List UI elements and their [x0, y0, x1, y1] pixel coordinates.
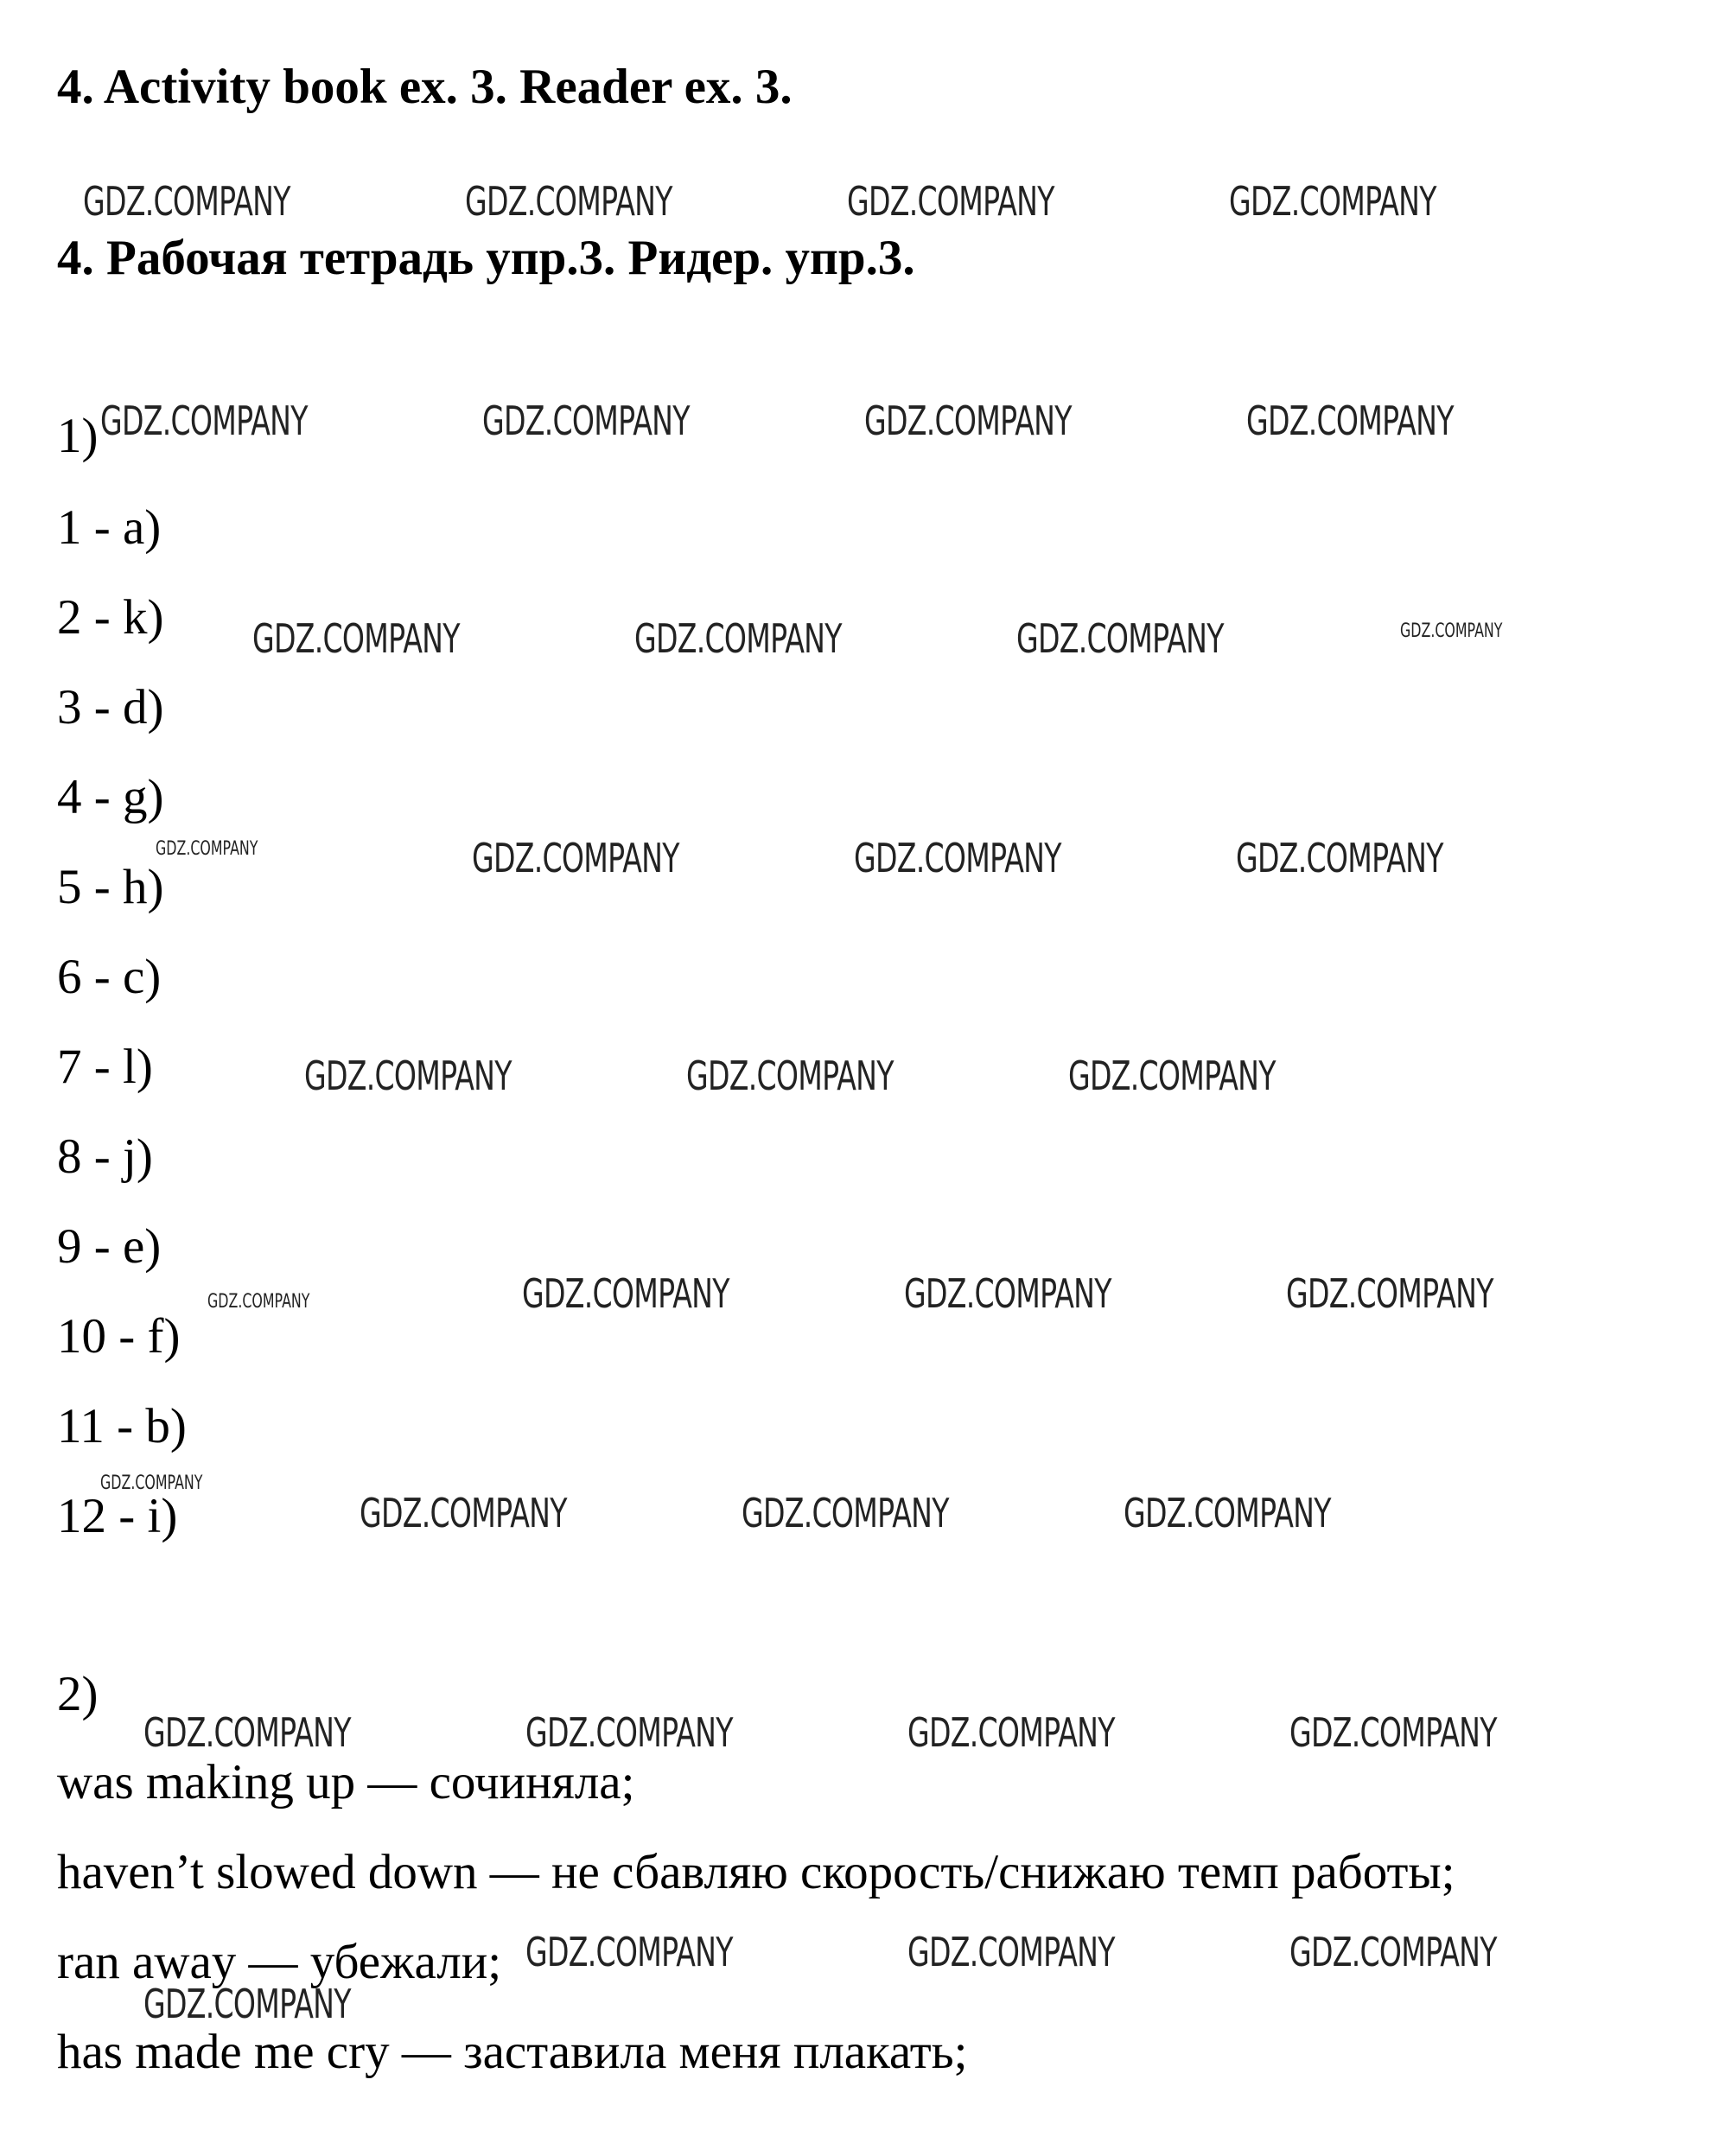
- watermark: GDZ.COMPANY: [742, 1490, 949, 1536]
- watermark: GDZ.COMPANY: [907, 1709, 1115, 1756]
- watermark: GDZ.COMPANY: [1286, 1270, 1493, 1317]
- translation-line: ran away — убежали;: [57, 1935, 502, 1989]
- watermark: GDZ.COMPANY: [1016, 615, 1224, 662]
- watermark: GDZ.COMPANY: [83, 178, 290, 225]
- watermark: GDZ.COMPANY: [907, 1929, 1115, 1975]
- watermark: GDZ.COMPANY: [143, 1981, 351, 2027]
- watermark: GDZ.COMPANY: [1236, 835, 1443, 881]
- watermark: GDZ.COMPANY: [864, 397, 1072, 444]
- watermark: GDZ.COMPANY: [686, 1053, 894, 1099]
- watermark: GDZ.COMPANY: [1289, 1709, 1497, 1756]
- answer-item: 11 - b): [57, 1399, 187, 1453]
- watermark: GDZ.COMPANY: [1400, 620, 1503, 642]
- watermark: GDZ.COMPANY: [156, 838, 258, 860]
- watermark: GDZ.COMPANY: [1068, 1053, 1276, 1099]
- watermark: GDZ.COMPANY: [525, 1709, 733, 1756]
- watermark: GDZ.COMPANY: [482, 397, 690, 444]
- part2-label: 2): [57, 1667, 99, 1721]
- watermark: GDZ.COMPANY: [100, 397, 308, 444]
- heading-english: 4. Activity book ex. 3. Reader ex. 3.: [57, 60, 793, 114]
- watermark: GDZ.COMPANY: [143, 1709, 351, 1756]
- watermark: GDZ.COMPANY: [207, 1291, 310, 1313]
- answer-item: 9 - e): [57, 1219, 162, 1274]
- answer-item: 2 - k): [57, 590, 164, 645]
- watermark: GDZ.COMPANY: [1289, 1929, 1497, 1975]
- answer-item: 8 - j): [57, 1129, 153, 1184]
- translation-line: was making up — сочиняла;: [57, 1755, 635, 1809]
- watermark: GDZ.COMPANY: [360, 1490, 567, 1536]
- answer-item: 7 - l): [57, 1040, 153, 1094]
- answer-item: 6 - c): [57, 950, 162, 1004]
- watermark: GDZ.COMPANY: [1246, 397, 1454, 444]
- watermark: GDZ.COMPANY: [525, 1929, 733, 1975]
- watermark: GDZ.COMPANY: [1124, 1490, 1331, 1536]
- watermark: GDZ.COMPANY: [465, 178, 672, 225]
- answer-item: 5 - h): [57, 860, 164, 914]
- translation-line: haven’t slowed down — не сбавляю скорость/снижаю темп работы;: [57, 1845, 1455, 1899]
- watermark: GDZ.COMPANY: [1229, 178, 1436, 225]
- answer-item: 4 - g): [57, 770, 164, 824]
- watermark: GDZ.COMPANY: [472, 835, 679, 881]
- watermark: GDZ.COMPANY: [904, 1270, 1111, 1317]
- answer-item: 3 - d): [57, 680, 164, 735]
- watermark: GDZ.COMPANY: [522, 1270, 729, 1317]
- part1-label: 1): [57, 409, 99, 463]
- watermark: GDZ.COMPANY: [854, 835, 1061, 881]
- answer-item: 10 - f): [57, 1309, 181, 1364]
- watermark: GDZ.COMPANY: [847, 178, 1054, 225]
- answer-item: 1 - a): [57, 500, 162, 555]
- watermark: GDZ.COMPANY: [100, 1472, 203, 1494]
- watermark: GDZ.COMPANY: [304, 1053, 512, 1099]
- translation-line: has made me cry — заставила меня плакать;: [57, 2025, 968, 2079]
- watermark: GDZ.COMPANY: [634, 615, 842, 662]
- watermark: GDZ.COMPANY: [252, 615, 460, 662]
- answer-item: 12 - i): [57, 1489, 178, 1543]
- heading-russian: 4. Рабочая тетрадь упр.3. Ридер. упр.3.: [57, 231, 915, 285]
